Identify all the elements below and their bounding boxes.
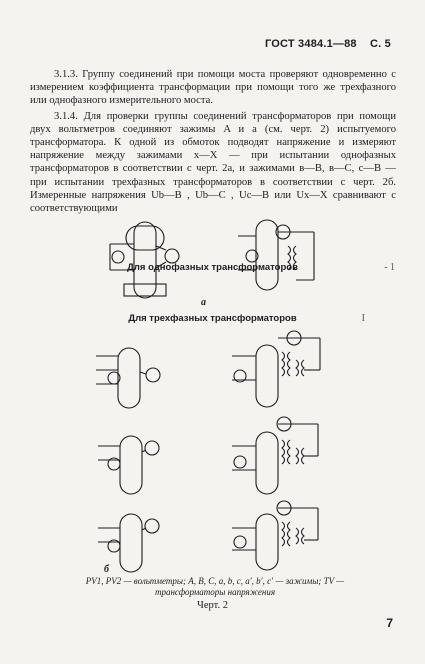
diagram-single-left (110, 222, 179, 298)
figure-number: Черт. 2 (197, 600, 228, 611)
page-number: 7 (386, 616, 393, 630)
diagram-three-right-3 (232, 501, 318, 570)
diagram-three-left-1 (96, 348, 160, 408)
figure-label-b: б (104, 564, 109, 575)
margin-mark: - 1 (384, 262, 395, 273)
standard-number: ГОСТ 3484.1—88 (264, 38, 357, 50)
diagram-three-right-2 (232, 417, 318, 494)
caption-three-phase: Для трехфазных трансформаторов (128, 313, 297, 324)
paragraph-3-1-4: 3.1.4. Для проверки группы соединений трансформаторов при помощи двух вольтметров соединяют зажимы A и a (см. черт. 2) испытуемого трансформатора. К одной из обмоток подводят напряжение и измеряют напряжение между зажимами x—X — при испытании однофазных трансформаторов в соответствии с черт. 2а, и зажимами в—B, в—C, с—B — при испытании трехфазных трансформаторов в соответствии с черт. 2б. Измеренные напряжения Ub—B , Ub—C , Uc—B или Ux—X сравнивают с соответствующими (30, 110, 396, 215)
paragraph-3-1-3: 3.1.3. Группу соединений при помощи моста проверяют одновременно с измерением коэффициента трансформации при помощи того же трехфазного или однофазного измерительного моста. (30, 69, 396, 107)
figure-legend: PV1, PV2 — вольтметры; A, B, C, a, b, c, a′, b′, c′ — зажимы; TV — трансформаторы напряжения (85, 576, 345, 597)
diagram-three-left-2 (98, 436, 159, 494)
caption-single-phase: Для однофазных трансформаторов (127, 262, 298, 273)
margin-mark: I (361, 313, 365, 324)
figure-label-a: а (201, 297, 206, 308)
diagram-three-right-1 (232, 331, 320, 407)
diagram-single-right (238, 220, 314, 290)
page-label: С. 5 (370, 38, 391, 50)
